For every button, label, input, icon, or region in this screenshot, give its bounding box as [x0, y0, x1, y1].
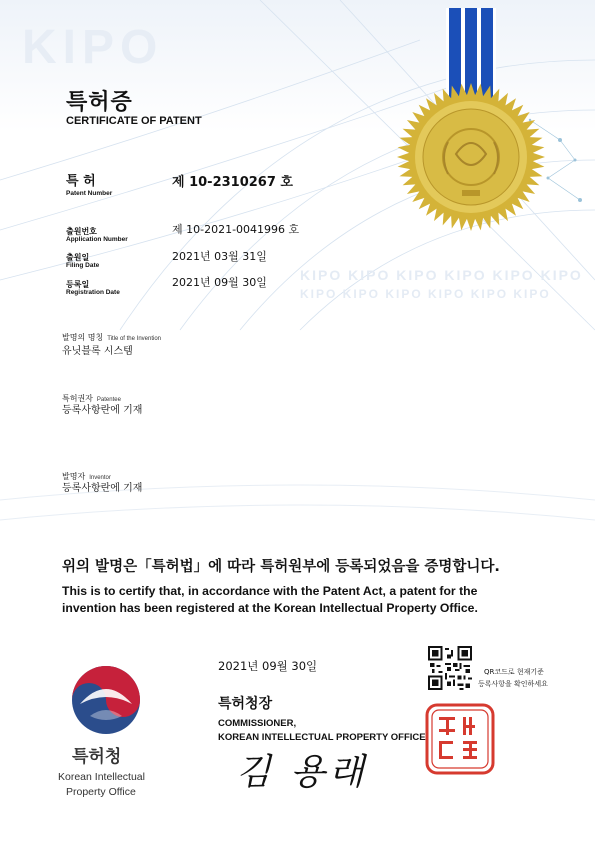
page-title: 특허증 — [66, 90, 133, 115]
patent-number: 제 10-2310267 호 — [172, 175, 293, 190]
page-subtitle: CERTIFICATE OF PATENT — [66, 115, 202, 127]
gold-seal-icon — [396, 82, 546, 232]
certification-en-line2: invention has been registered at the Korean Intellectual Property Office. — [62, 601, 478, 615]
field-label-ko: 출원일 — [66, 253, 90, 262]
svg-text:KIPO KIPO KIPO KIPO KIPO KIPO: KIPO KIPO KIPO KIPO KIPO KIPO — [300, 267, 583, 283]
official-stamp-icon — [425, 703, 495, 775]
section-label-en: Title of the Invention — [107, 336, 161, 342]
kipo-logo-icon — [70, 664, 142, 736]
qr-code-icon[interactable] — [428, 646, 472, 690]
commissioner-en1: COMMISSIONER, — [218, 718, 297, 729]
section-label-ko: 특허권자 — [62, 394, 93, 403]
patent-label-en: Patent Number — [66, 190, 113, 197]
qr-caption-line1: QR코드로 현재기준 — [484, 668, 544, 676]
section-label-ko: 발명의 명칭 — [62, 333, 104, 342]
field-label-ko: 출원번호 — [66, 227, 97, 236]
section-label-en: Inventor — [89, 475, 111, 481]
issue-date: 2021년 09월 30일 — [218, 659, 318, 673]
filing-date: 2021년 03월 31일 — [172, 250, 267, 263]
patentee-value: 등록사항란에 기재 — [62, 405, 143, 416]
signature: 김 용래 — [236, 752, 368, 793]
commissioner-en2: KOREAN INTELLECTUAL PROPERTY OFFICE — [218, 732, 426, 743]
logo-text-en1: Korean Intellectual — [58, 771, 145, 783]
field-label-en: Application Number — [66, 236, 128, 243]
commissioner-ko: 특허청장 — [218, 696, 273, 712]
certification-en-line1: This is to certify that, in accordance with the Patent Act, a patent for the — [62, 584, 478, 598]
section-label-ko: 발명자 — [62, 472, 86, 481]
field-label-ko: 등록일 — [66, 280, 90, 289]
section-label-en: Patentee — [96, 397, 121, 403]
kipo-watermark: KIPO — [22, 21, 164, 74]
logo-text-en2: Property Office — [66, 786, 136, 798]
patent-label-ko: 특 허 — [66, 174, 96, 189]
field-label-en: Registration Date — [66, 289, 120, 296]
field-label-en: Filing Date — [66, 262, 100, 269]
certification-ko: 위의 발명은「특허법」에 따라 특허원부에 등록되었음을 증명합니다. — [62, 559, 500, 575]
qr-caption-line2: 등록사항을 확인하세요 — [478, 680, 548, 688]
svg-text:KIPO KIPO KIPO KIPO KIPO KIPO: KIPO KIPO KIPO KIPO KIPO KIPO — [300, 287, 551, 301]
logo-text-ko: 특허청 — [72, 747, 122, 767]
application-number: 제 10-2021-0041996 호 — [172, 223, 300, 236]
registration-date: 2021년 09월 30일 — [172, 276, 267, 289]
inventor-value: 등록사항란에 기재 — [62, 483, 143, 494]
invention-title: 유닛블록 시스템 — [62, 346, 133, 357]
